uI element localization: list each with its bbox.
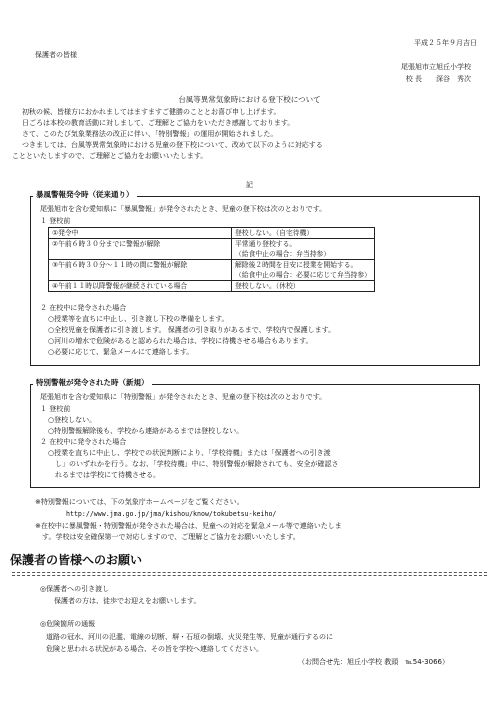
dashed-divider — [12, 572, 487, 573]
storm-warning-title: 暴風警報発令時（従来通り） — [33, 190, 137, 200]
storm-during-item: ○必要に応じて、緊急メールにて連絡します。 — [48, 348, 194, 356]
storm-during-item: ○河川の増水で危険があると認められた場合は、学校に待機させる場合もあります。 — [48, 337, 313, 345]
page-title: 台風等異常気象時における登下校について — [178, 95, 321, 104]
note-line: す。学校は安全確保第一で対応しますので、ご理解とご協力をお願いいたします。 — [42, 533, 300, 541]
storm-warning-lead: 尾張旭市を含む愛知県に「暴風警報」が発令されたとき、児童の登下校は次のとおりです。 — [40, 205, 327, 213]
addressee: 保護者の皆様 — [35, 51, 77, 59]
danger-report-body: 危険と思われる状況がある場合、その旨を学校へ連絡してください。 — [46, 645, 263, 653]
handover-title: ◎保護者への引き渡し — [40, 585, 110, 593]
intro-line-1: 初秋の候、皆様方におかれましてはますますご健勝のこととお喜び申し上げます。 — [22, 108, 281, 116]
special-during-line: ○授業を直ちに中止し、学校での状況判断により、「学校待機」または「保護者への引き渡 — [48, 449, 331, 457]
table-cell: （給食中止の場合：弁当持参） — [232, 249, 375, 260]
table-cell: 登校しない。（休校） — [232, 281, 375, 292]
storm-during-item: ○授業等を直ちに中止し、引き渡し下校の準備をします。 — [48, 315, 229, 323]
intro-line-4: つきましては、台風等異常気象時における児童の登下校について、改めて以下のように対応する — [22, 141, 323, 149]
handover-body: 保護者の方は、徒歩でお迎えをお願いします。 — [54, 597, 201, 605]
table-cell: 登校しない。（自宅待機） — [232, 228, 375, 239]
table-cell: 平常通り登校する。 — [232, 239, 375, 250]
table-row — [49, 239, 375, 250]
storm-during-school-heading: ２ 在校中に発令された場合 — [40, 304, 127, 312]
table-cell: ③午前６時３０分～１１時の間に警報が解除 — [49, 260, 232, 281]
intro-line-5: ことといたしますので、ご理解とご協力をお願いいたします。 — [12, 152, 208, 160]
intro-line-2: 日ごろは本校の教育活動に対しまして、ご理解とご協力をいただき感謝しております。 — [22, 119, 295, 127]
table-row — [49, 260, 375, 271]
special-before-item: ○特別警報解除後も、学校から連絡があるまでは登校しない。 — [48, 427, 244, 435]
school-name: 尾張旭市立旭丘小学校 — [401, 63, 471, 71]
note-line: ※特別警報については、下の気象庁ホームページをご覧ください。 — [35, 498, 244, 506]
special-before-school-heading: １ 登校前 — [40, 405, 71, 413]
special-before-item: ○登校しない。 — [48, 416, 97, 424]
table-row — [49, 228, 375, 239]
table-row — [49, 281, 375, 292]
date: 平成２５年９月吉日 — [414, 39, 477, 47]
ki-mark: 記 — [246, 181, 253, 189]
table-cell: （給食中止の場合：必要に応じて弁当持参） — [232, 270, 375, 281]
principal-name: 校 長 深谷 秀次 — [405, 75, 471, 83]
contact-info: （お問合せ先：旭丘小学校 教頭 ℡54-3066） — [298, 658, 449, 666]
jma-url-link[interactable]: http://www.jma.go.jp/jma/kishou/know/tokubetsu-keiho/ — [66, 510, 277, 518]
storm-before-school-heading: １ 登校前 — [40, 217, 71, 225]
storm-schedule-table — [48, 227, 375, 292]
table-cell: ④午前１１時以降警報が継続されている場合 — [49, 281, 232, 292]
intro-line-3: さて、このたび気象業務法の改正に伴い、「特別警報」の運用が開始されました。 — [22, 130, 278, 138]
special-during-school-heading: ２ 在校中に発令された場合 — [40, 438, 127, 446]
special-during-line: れるまでは学校にて待機させる。 — [55, 471, 160, 479]
special-warning-lead: 尾張旭市を含む愛知県に「特別警報」が発令されたとき、児童の登下校は次のとおりです。 — [40, 393, 327, 401]
storm-during-item: ○全校児童を保護者に引き渡します。 保護者の引き取りがあるまで、学校内で保護します。 — [48, 326, 336, 334]
request-heading: 保護者の皆様へのお願い — [10, 553, 143, 567]
special-during-line: し」のいずれかを行う。なお、「学校待機」中に、特別警報が解除されても、安全が確認さ — [55, 460, 339, 468]
table-cell: 解除後２時間を目安に授業を開始する。 — [232, 260, 375, 271]
dashed-divider — [12, 575, 487, 576]
danger-report-title: ◎危険箇所の通報 — [40, 620, 96, 628]
table-cell: ①発令中 — [49, 228, 232, 239]
special-warning-title: 特別警報が発令された時（新規） — [33, 378, 152, 388]
note-line: ※在校中に暴風警報・特別警報が発令された場合は、児童への対応を緊急メール等で連絡いたしま — [35, 522, 342, 530]
table-cell: ②午前６時３０分までに警報が解除 — [49, 239, 232, 260]
danger-report-body: 道路の冠水、河川の氾濫、電線の切断、塀・石垣の倒壊、火災発生等、児童が通行するのに — [46, 633, 333, 641]
